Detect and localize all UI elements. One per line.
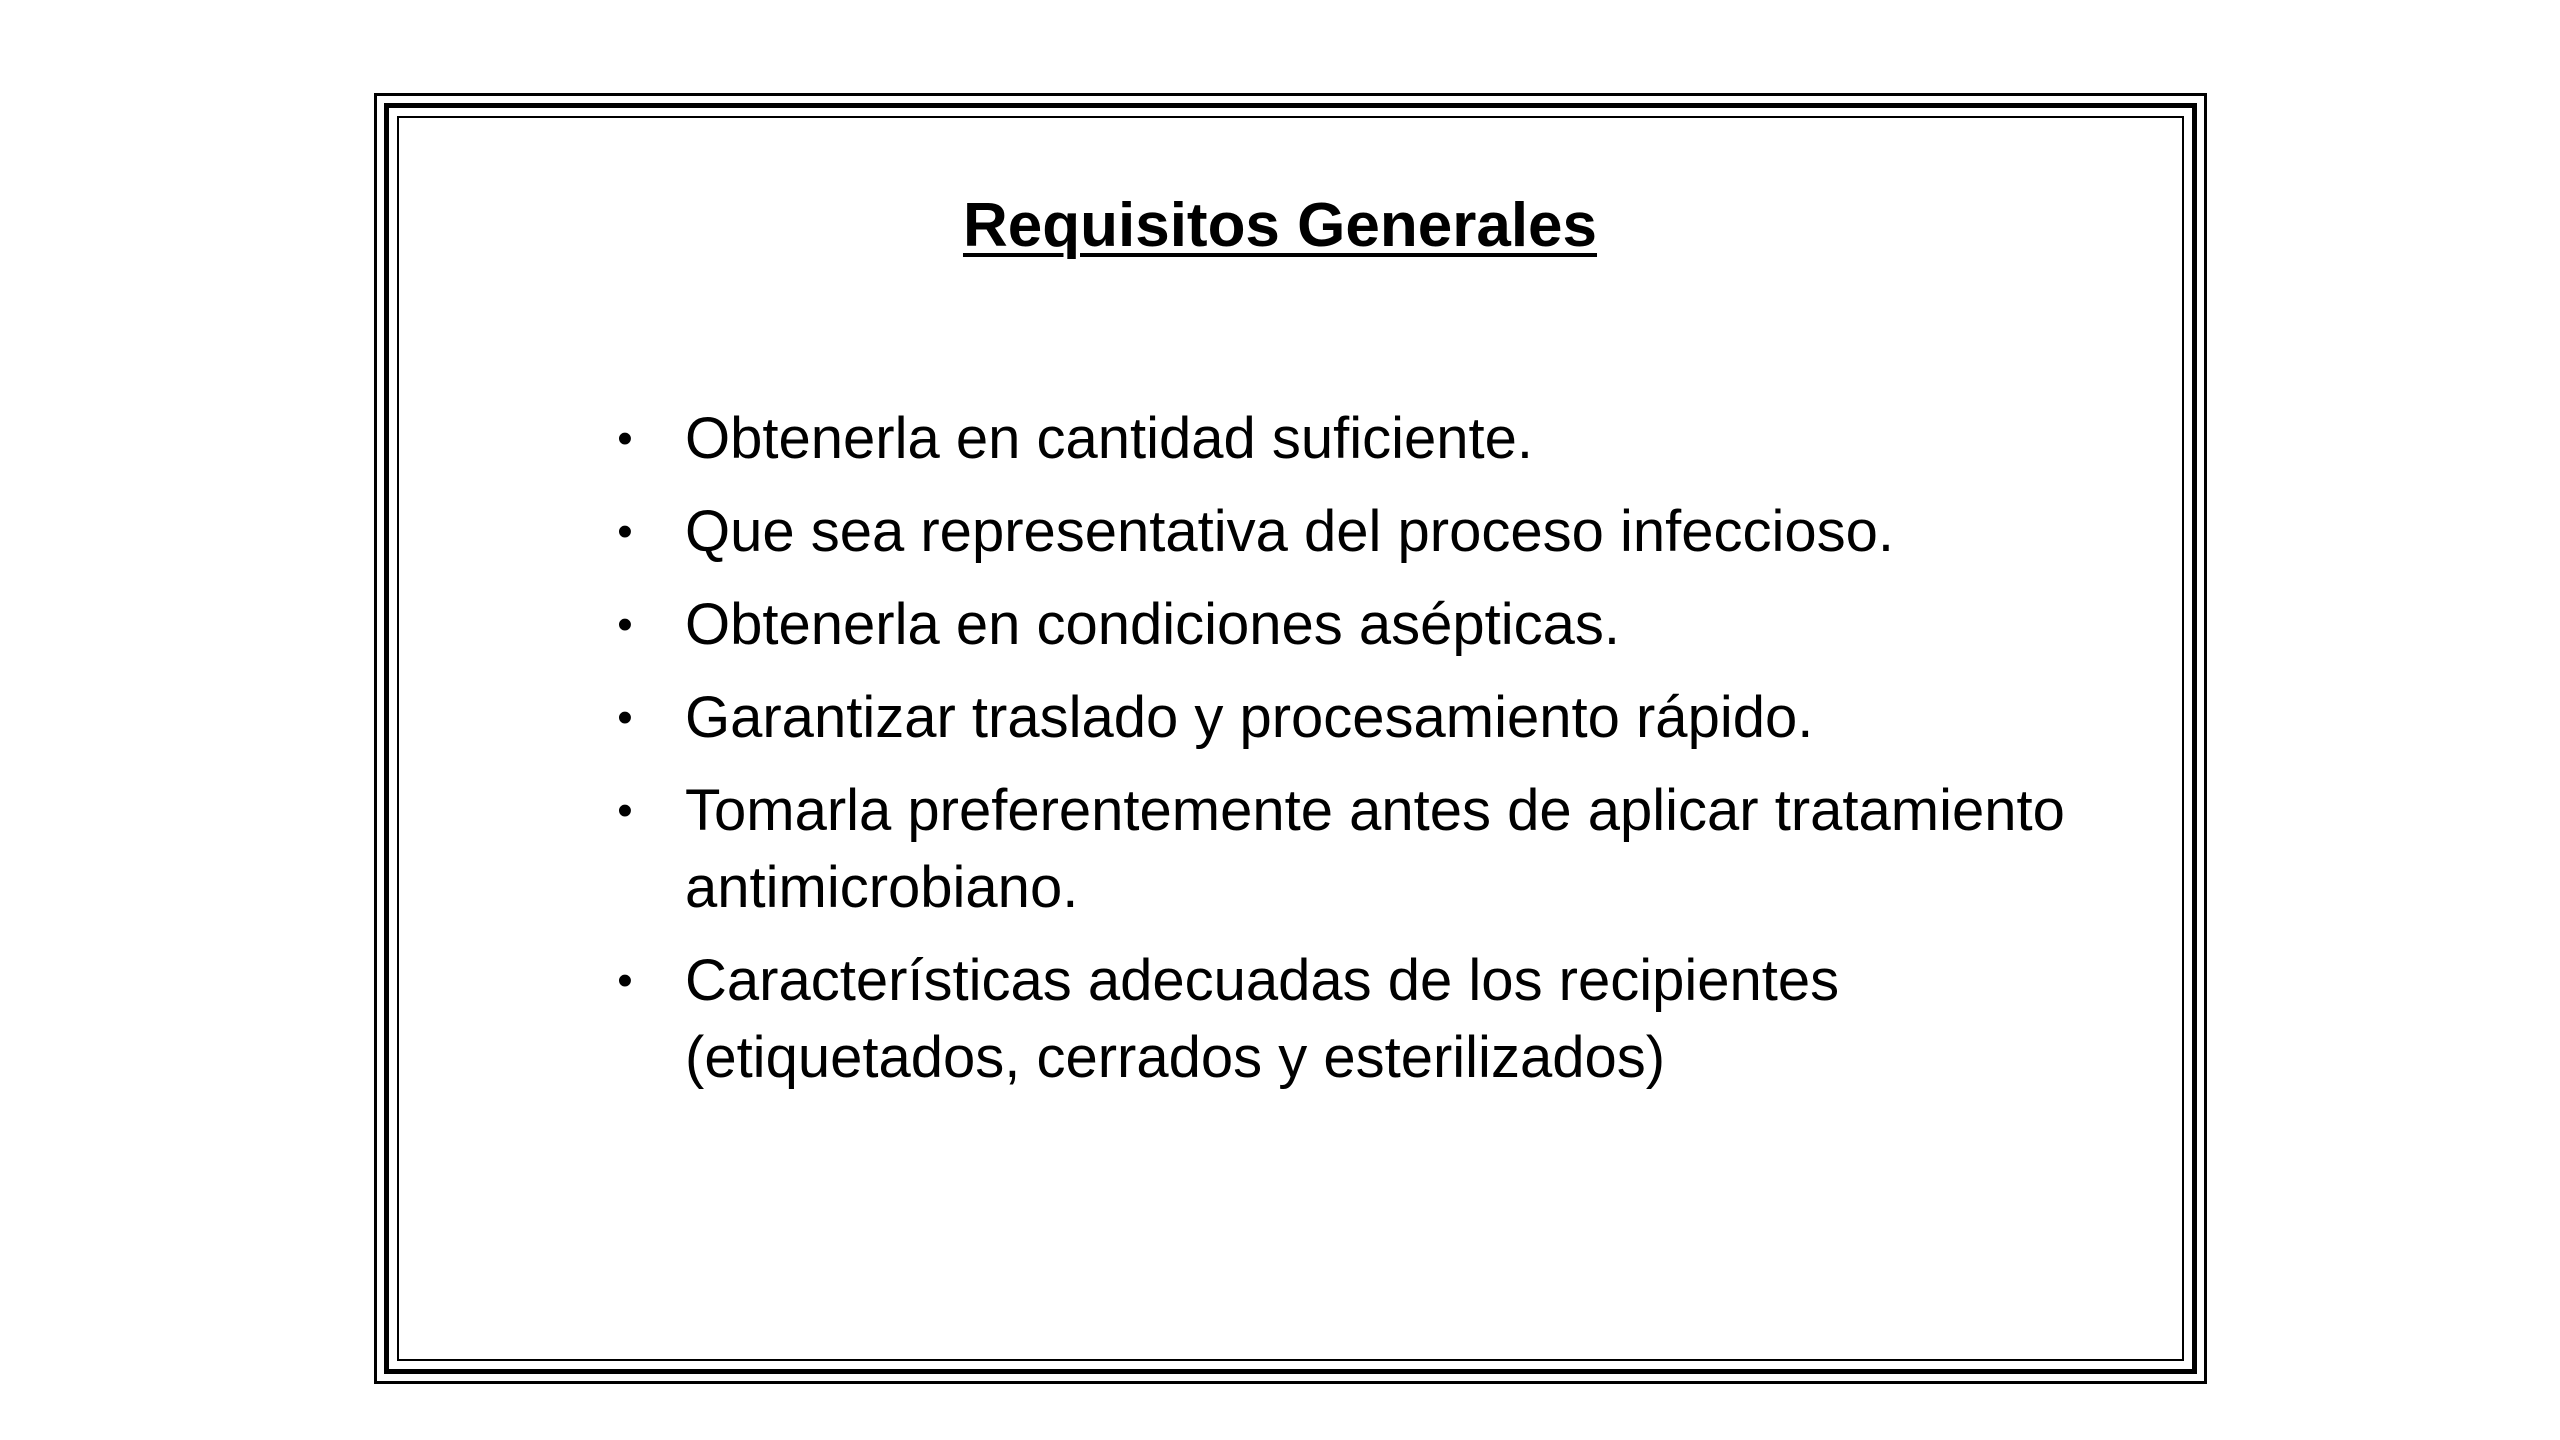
slide-title-text: Requisitos Generales: [962, 191, 1598, 260]
list-item-text: Obtenerla en cantidad suficiente.: [685, 406, 1533, 471]
bullet-icon: •: [617, 693, 633, 742]
list-item-text: Obtenerla en condiciones asépticas.: [685, 592, 1621, 657]
list-item-text: Tomarla preferentemente antes de aplicar tratamiento antimicrobiano.: [685, 778, 2065, 920]
bullet-icon: •: [617, 786, 633, 835]
bullet-icon: •: [617, 414, 633, 463]
list-item: [610, 942, 2130, 1096]
list-item-text: Características adecuadas de los recipientes (etiquetados, cerrados y esterilizados): [685, 948, 1840, 1090]
bullet-icon: •: [617, 956, 633, 1005]
list-item: [610, 772, 2130, 926]
list-item-text: Garantizar traslado y procesamiento rápido.: [685, 685, 1814, 750]
list-item-text: Que sea representativa del proceso infeccioso.: [685, 499, 1895, 564]
slide-title: [0, 190, 2560, 262]
bullet-icon: •: [617, 600, 633, 649]
list-item: [610, 493, 2130, 570]
list-item: [610, 679, 2130, 756]
bullet-icon: •: [617, 507, 633, 556]
list-item: [610, 586, 2130, 663]
list-item: [610, 400, 2130, 477]
requirements-list: [610, 400, 2130, 1112]
